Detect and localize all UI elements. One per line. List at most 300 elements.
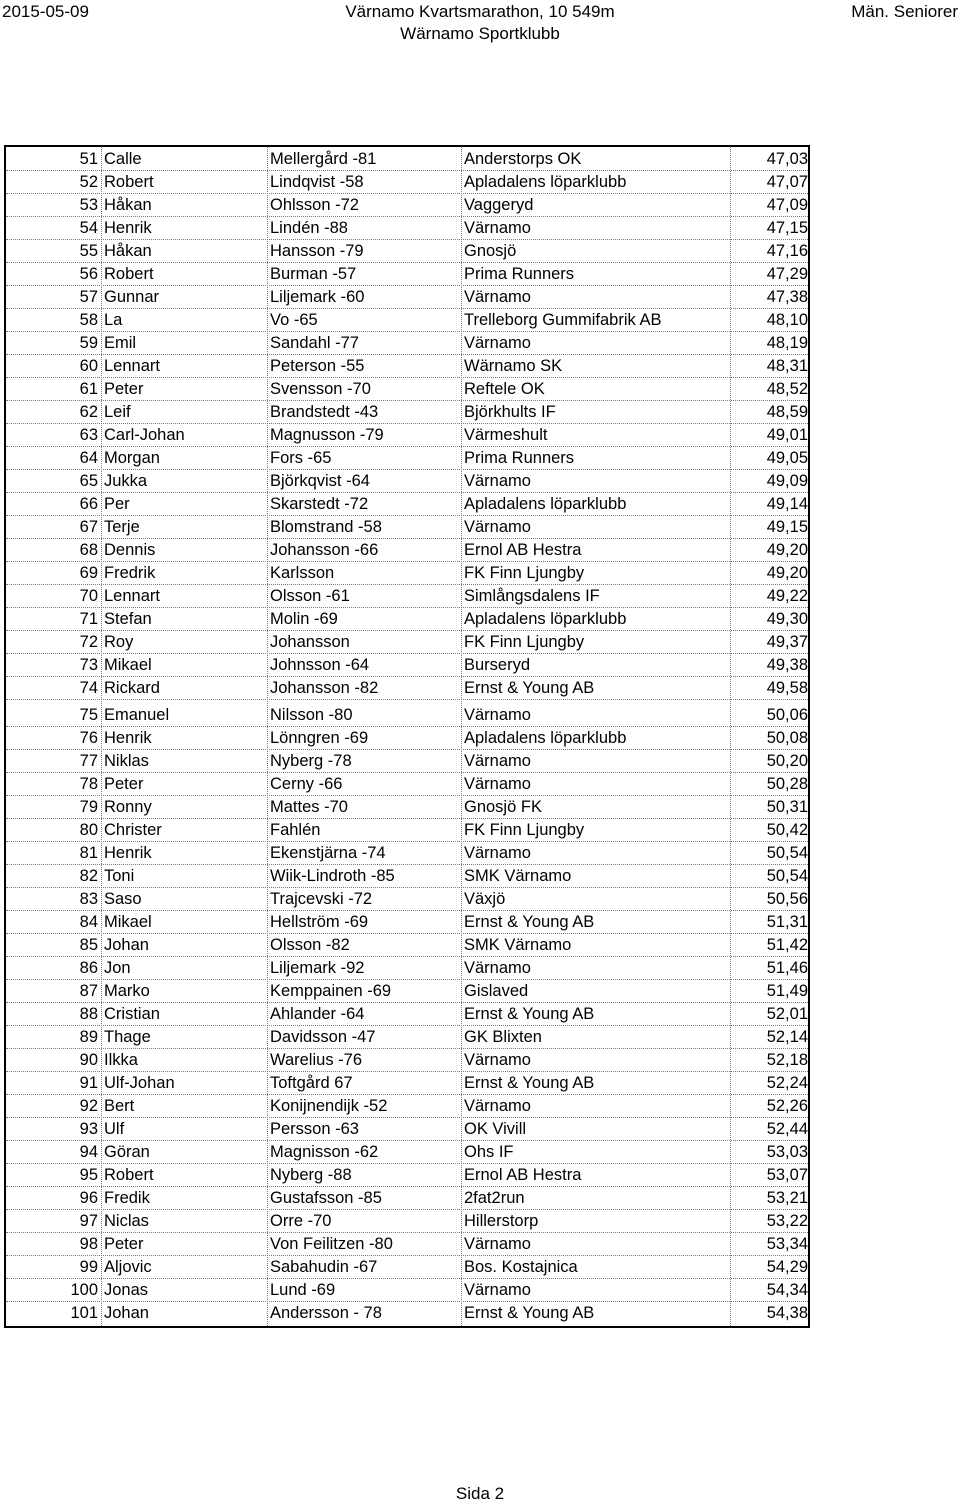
result-time: 53,03 bbox=[766, 1143, 808, 1161]
result-time: 49,20 bbox=[766, 564, 808, 582]
result-first-name: La bbox=[104, 311, 123, 329]
result-time: 47,29 bbox=[766, 265, 808, 283]
result-first-name: Ilkka bbox=[104, 1051, 138, 1069]
result-first-name: Dennis bbox=[104, 541, 156, 559]
table-row bbox=[6, 911, 808, 934]
table-row bbox=[6, 332, 808, 355]
result-last-name: Warelius -76 bbox=[270, 1051, 362, 1069]
result-club: Värnamo bbox=[464, 219, 531, 237]
result-place: 82 bbox=[79, 867, 98, 885]
result-club: Apladalens löparklubb bbox=[464, 495, 627, 513]
result-time: 49,01 bbox=[766, 426, 808, 444]
result-last-name: Ahlander -64 bbox=[270, 1005, 365, 1023]
table-row bbox=[6, 263, 808, 286]
table-row bbox=[6, 631, 808, 654]
result-time: 47,38 bbox=[766, 288, 808, 306]
result-time: 54,38 bbox=[766, 1304, 808, 1322]
result-club: Hillerstorp bbox=[464, 1212, 539, 1230]
result-last-name: Fahlén bbox=[270, 821, 321, 839]
result-first-name: Mikael bbox=[104, 913, 152, 931]
result-club: Simlångsdalens IF bbox=[464, 587, 600, 605]
result-first-name: Jonas bbox=[104, 1281, 149, 1299]
result-place: 51 bbox=[79, 150, 98, 168]
table-row bbox=[6, 1095, 808, 1118]
result-first-name: Peter bbox=[104, 1235, 144, 1253]
table-row bbox=[6, 704, 808, 727]
table-row bbox=[6, 470, 808, 493]
result-club: Ernst & Young AB bbox=[464, 1074, 595, 1092]
result-club: Värnamo bbox=[464, 1235, 531, 1253]
result-club: Värnamo bbox=[464, 334, 531, 352]
result-club: Reftele OK bbox=[464, 380, 545, 398]
result-club: Värnamo bbox=[464, 844, 531, 862]
result-last-name: Hellström -69 bbox=[270, 913, 369, 931]
result-last-name: Olsson -61 bbox=[270, 587, 350, 605]
result-first-name: Aljovic bbox=[104, 1258, 152, 1276]
result-club: Ernst & Young AB bbox=[464, 1304, 595, 1322]
result-club: Ohs IF bbox=[464, 1143, 514, 1161]
table-row bbox=[6, 865, 808, 888]
result-place: 100 bbox=[70, 1281, 98, 1299]
result-place: 67 bbox=[79, 518, 98, 536]
result-club: Burseryd bbox=[464, 656, 531, 674]
result-first-name: Henrik bbox=[104, 219, 152, 237]
result-last-name: Gustafsson -85 bbox=[270, 1189, 382, 1207]
result-first-name: Niclas bbox=[104, 1212, 149, 1230]
result-last-name: Davidsson -47 bbox=[270, 1028, 376, 1046]
result-first-name: Lennart bbox=[104, 357, 160, 375]
table-row bbox=[6, 401, 808, 424]
table-row bbox=[6, 934, 808, 957]
table-row bbox=[6, 1141, 808, 1164]
result-first-name: Göran bbox=[104, 1143, 150, 1161]
result-time: 50,54 bbox=[766, 867, 808, 885]
result-last-name: Wiik-Lindroth -85 bbox=[270, 867, 395, 885]
result-time: 49,58 bbox=[766, 679, 808, 697]
result-club: Värnamo bbox=[464, 775, 531, 793]
result-club: Prima Runners bbox=[464, 265, 575, 283]
result-first-name: Thage bbox=[104, 1028, 151, 1046]
result-first-name: Bert bbox=[104, 1097, 135, 1115]
result-last-name: Nyberg -78 bbox=[270, 752, 352, 770]
result-place: 76 bbox=[79, 729, 98, 747]
table-row bbox=[6, 1164, 808, 1187]
result-last-name: Vo -65 bbox=[270, 311, 318, 329]
race-class: Män. Seniorer bbox=[851, 2, 958, 21]
result-first-name: Robert bbox=[104, 173, 154, 191]
result-last-name: Mellergård -81 bbox=[270, 150, 377, 168]
result-first-name: Johan bbox=[104, 1304, 149, 1322]
table-row bbox=[6, 240, 808, 263]
result-time: 48,19 bbox=[766, 334, 808, 352]
result-last-name: Lund -69 bbox=[270, 1281, 336, 1299]
result-time: 50,06 bbox=[766, 706, 808, 724]
result-time: 50,56 bbox=[766, 890, 808, 908]
result-last-name: Nilsson -80 bbox=[270, 706, 353, 724]
table-row bbox=[6, 773, 808, 796]
result-last-name: Andersson - 78 bbox=[270, 1304, 382, 1322]
event-title: Värnamo Kvartsmarathon, 10 549m bbox=[345, 2, 615, 21]
result-club: FK Finn Ljungby bbox=[464, 633, 585, 651]
result-club: Värnamo bbox=[464, 1097, 531, 1115]
result-club: Värmeshult bbox=[464, 426, 548, 444]
table-row bbox=[6, 1118, 808, 1141]
result-last-name: Mattes -70 bbox=[270, 798, 348, 816]
result-last-name: Lindqvist -58 bbox=[270, 173, 364, 191]
result-first-name: Fredrik bbox=[104, 564, 156, 582]
result-place: 66 bbox=[79, 495, 98, 513]
table-row bbox=[6, 796, 808, 819]
table-row bbox=[6, 1302, 808, 1324]
result-place: 72 bbox=[79, 633, 98, 651]
result-first-name: Peter bbox=[104, 380, 144, 398]
result-time: 50,20 bbox=[766, 752, 808, 770]
result-first-name: Henrik bbox=[104, 844, 152, 862]
result-first-name: Mikael bbox=[104, 656, 152, 674]
result-club: Gislaved bbox=[464, 982, 529, 1000]
result-first-name: Ulf-Johan bbox=[104, 1074, 175, 1092]
result-last-name: Fors -65 bbox=[270, 449, 332, 467]
result-last-name: Molin -69 bbox=[270, 610, 338, 628]
table-row bbox=[6, 1072, 808, 1095]
result-time: 49,15 bbox=[766, 518, 808, 536]
table-row bbox=[6, 1210, 808, 1233]
result-first-name: Carl-Johan bbox=[104, 426, 185, 444]
result-first-name: Terje bbox=[104, 518, 140, 536]
page-header bbox=[0, 0, 960, 46]
result-time: 54,29 bbox=[766, 1258, 808, 1276]
result-first-name: Morgan bbox=[104, 449, 160, 467]
result-place: 77 bbox=[79, 752, 98, 770]
result-place: 101 bbox=[70, 1304, 98, 1322]
result-first-name: Lennart bbox=[104, 587, 160, 605]
result-time: 47,03 bbox=[766, 150, 808, 168]
result-place: 63 bbox=[79, 426, 98, 444]
result-last-name: Sabahudin -67 bbox=[270, 1258, 378, 1276]
result-first-name: Emil bbox=[104, 334, 137, 352]
result-club: Ernst & Young AB bbox=[464, 679, 595, 697]
result-place: 52 bbox=[79, 173, 98, 191]
result-club: Värnamo bbox=[464, 518, 531, 536]
result-place: 60 bbox=[79, 357, 98, 375]
table-row bbox=[6, 424, 808, 447]
table-row bbox=[6, 727, 808, 750]
result-first-name: Peter bbox=[104, 775, 144, 793]
result-time: 49,20 bbox=[766, 541, 808, 559]
result-place: 95 bbox=[79, 1166, 98, 1184]
result-place: 59 bbox=[79, 334, 98, 352]
result-time: 50,28 bbox=[766, 775, 808, 793]
result-place: 97 bbox=[79, 1212, 98, 1230]
result-first-name: Saso bbox=[104, 890, 142, 908]
results-table bbox=[4, 145, 810, 1328]
result-last-name: Liljemark -92 bbox=[270, 959, 365, 977]
result-time: 48,59 bbox=[766, 403, 808, 421]
result-club: Värnamo bbox=[464, 288, 531, 306]
result-last-name: Svensson -70 bbox=[270, 380, 371, 398]
result-club: OK Vivill bbox=[464, 1120, 527, 1138]
result-first-name: Leif bbox=[104, 403, 131, 421]
result-first-name: Henrik bbox=[104, 729, 152, 747]
table-row bbox=[6, 608, 808, 631]
result-place: 92 bbox=[79, 1097, 98, 1115]
table-row bbox=[6, 1187, 808, 1210]
table-row bbox=[6, 562, 808, 585]
result-first-name: Emanuel bbox=[104, 706, 170, 724]
result-club: SMK Värnamo bbox=[464, 936, 572, 954]
result-time: 49,09 bbox=[766, 472, 808, 490]
result-last-name: Lindén -88 bbox=[270, 219, 348, 237]
result-first-name: Toni bbox=[104, 867, 135, 885]
result-place: 54 bbox=[79, 219, 98, 237]
result-place: 93 bbox=[79, 1120, 98, 1138]
table-row bbox=[6, 309, 808, 332]
result-place: 70 bbox=[79, 587, 98, 605]
table-row bbox=[6, 957, 808, 980]
result-club: Ernst & Young AB bbox=[464, 913, 595, 931]
result-club: Värnamo bbox=[464, 752, 531, 770]
result-time: 52,18 bbox=[766, 1051, 808, 1069]
result-place: 73 bbox=[79, 656, 98, 674]
result-place: 68 bbox=[79, 541, 98, 559]
result-place: 69 bbox=[79, 564, 98, 582]
result-club: Bos. Kostajnica bbox=[464, 1258, 578, 1276]
result-place: 83 bbox=[79, 890, 98, 908]
result-time: 50,42 bbox=[766, 821, 808, 839]
result-time: 49,05 bbox=[766, 449, 808, 467]
result-last-name: Johansson -82 bbox=[270, 679, 379, 697]
result-time: 47,07 bbox=[766, 173, 808, 191]
table-row bbox=[6, 842, 808, 865]
table-row bbox=[6, 888, 808, 911]
result-time: 53,22 bbox=[766, 1212, 808, 1230]
result-place: 81 bbox=[79, 844, 98, 862]
result-club: Ernol AB Hestra bbox=[464, 1166, 582, 1184]
result-place: 91 bbox=[79, 1074, 98, 1092]
result-place: 71 bbox=[79, 610, 98, 628]
result-last-name: Ekenstjärna -74 bbox=[270, 844, 386, 862]
result-last-name: Karlsson bbox=[270, 564, 335, 582]
table-row bbox=[6, 493, 808, 516]
result-club: Växjö bbox=[464, 890, 506, 908]
table-row bbox=[6, 355, 808, 378]
result-place: 99 bbox=[79, 1258, 98, 1276]
result-time: 49,30 bbox=[766, 610, 808, 628]
result-last-name: Orre -70 bbox=[270, 1212, 332, 1230]
result-club: Värnamo bbox=[464, 1281, 531, 1299]
result-club: Värnamo bbox=[464, 472, 531, 490]
result-time: 52,44 bbox=[766, 1120, 808, 1138]
result-time: 49,38 bbox=[766, 656, 808, 674]
result-time: 51,31 bbox=[766, 913, 808, 931]
result-club: FK Finn Ljungby bbox=[464, 821, 585, 839]
result-place: 84 bbox=[79, 913, 98, 931]
result-first-name: Ulf bbox=[104, 1120, 125, 1138]
result-last-name: Toftgård 67 bbox=[270, 1074, 353, 1092]
result-club: Apladalens löparklubb bbox=[464, 173, 627, 191]
result-place: 56 bbox=[79, 265, 98, 283]
result-club: Värnamo bbox=[464, 1051, 531, 1069]
result-place: 80 bbox=[79, 821, 98, 839]
result-last-name: Sandahl -77 bbox=[270, 334, 359, 352]
table-row bbox=[6, 677, 808, 700]
result-club: Värnamo bbox=[464, 959, 531, 977]
table-row bbox=[6, 1233, 808, 1256]
result-last-name: Burman -57 bbox=[270, 265, 357, 283]
result-time: 53,21 bbox=[766, 1189, 808, 1207]
result-first-name: Robert bbox=[104, 1166, 154, 1184]
result-last-name: Skarstedt -72 bbox=[270, 495, 369, 513]
result-club: Björkhults IF bbox=[464, 403, 556, 421]
table-row bbox=[6, 1003, 808, 1026]
result-time: 49,14 bbox=[766, 495, 808, 513]
result-first-name: Johan bbox=[104, 936, 149, 954]
result-place: 75 bbox=[79, 706, 98, 724]
result-first-name: Rickard bbox=[104, 679, 160, 697]
result-place: 64 bbox=[79, 449, 98, 467]
result-last-name: Von Feilitzen -80 bbox=[270, 1235, 393, 1253]
result-time: 51,49 bbox=[766, 982, 808, 1000]
result-place: 87 bbox=[79, 982, 98, 1000]
result-place: 74 bbox=[79, 679, 98, 697]
table-row bbox=[6, 148, 808, 171]
result-place: 65 bbox=[79, 472, 98, 490]
table-row bbox=[6, 1279, 808, 1302]
table-row bbox=[6, 516, 808, 539]
table-row bbox=[6, 1026, 808, 1049]
result-time: 53,34 bbox=[766, 1235, 808, 1253]
result-time: 52,14 bbox=[766, 1028, 808, 1046]
table-row bbox=[6, 819, 808, 842]
result-club: Apladalens löparklubb bbox=[464, 610, 627, 628]
result-club: Apladalens löparklubb bbox=[464, 729, 627, 747]
result-last-name: Björkqvist -64 bbox=[270, 472, 370, 490]
table-row bbox=[6, 378, 808, 401]
table-row bbox=[6, 980, 808, 1003]
result-last-name: Persson -63 bbox=[270, 1120, 359, 1138]
result-last-name: Brandstedt -43 bbox=[270, 403, 379, 421]
result-club: Trelleborg Gummifabrik AB bbox=[464, 311, 662, 329]
result-club: Gnosjö FK bbox=[464, 798, 542, 816]
result-club: Wärnamo SK bbox=[464, 357, 563, 375]
result-club: Anderstorps OK bbox=[464, 150, 582, 168]
result-first-name: Cristian bbox=[104, 1005, 160, 1023]
result-first-name: Jon bbox=[104, 959, 131, 977]
result-club: Prima Runners bbox=[464, 449, 575, 467]
result-first-name: Calle bbox=[104, 150, 142, 168]
event-date: 2015-05-09 bbox=[2, 2, 89, 21]
result-time: 52,26 bbox=[766, 1097, 808, 1115]
result-place: 96 bbox=[79, 1189, 98, 1207]
event-organizer: Wärnamo Sportklubb bbox=[400, 24, 560, 43]
table-row bbox=[6, 750, 808, 773]
table-row bbox=[6, 171, 808, 194]
table-row bbox=[6, 1049, 808, 1072]
result-place: 88 bbox=[79, 1005, 98, 1023]
result-club: Värnamo bbox=[464, 706, 531, 724]
result-last-name: Johansson bbox=[270, 633, 350, 651]
page-number: Sida 2 bbox=[455, 1484, 505, 1503]
result-first-name: Robert bbox=[104, 265, 154, 283]
result-first-name: Christer bbox=[104, 821, 162, 839]
result-place: 55 bbox=[79, 242, 98, 260]
result-last-name: Johansson -66 bbox=[270, 541, 379, 559]
result-place: 89 bbox=[79, 1028, 98, 1046]
result-place: 86 bbox=[79, 959, 98, 977]
result-time: 47,09 bbox=[766, 196, 808, 214]
result-club: GK Blixten bbox=[464, 1028, 542, 1046]
result-first-name: Stefan bbox=[104, 610, 152, 628]
result-place: 61 bbox=[79, 380, 98, 398]
result-club: 2fat2run bbox=[464, 1189, 525, 1207]
result-time: 52,24 bbox=[766, 1074, 808, 1092]
table-row bbox=[6, 539, 808, 562]
result-time: 48,52 bbox=[766, 380, 808, 398]
result-time: 48,10 bbox=[766, 311, 808, 329]
result-place: 85 bbox=[79, 936, 98, 954]
result-last-name: Blomstrand -58 bbox=[270, 518, 382, 536]
result-time: 50,54 bbox=[766, 844, 808, 862]
table-row bbox=[6, 1256, 808, 1279]
result-time: 50,31 bbox=[766, 798, 808, 816]
result-time: 50,08 bbox=[766, 729, 808, 747]
result-place: 94 bbox=[79, 1143, 98, 1161]
result-place: 98 bbox=[79, 1235, 98, 1253]
result-place: 62 bbox=[79, 403, 98, 421]
result-first-name: Per bbox=[104, 495, 130, 513]
result-place: 79 bbox=[79, 798, 98, 816]
result-first-name: Niklas bbox=[104, 752, 149, 770]
table-row bbox=[6, 447, 808, 470]
result-last-name: Johnsson -64 bbox=[270, 656, 370, 674]
result-last-name: Magnusson -79 bbox=[270, 426, 384, 444]
result-club: Ernst & Young AB bbox=[464, 1005, 595, 1023]
result-last-name: Olsson -82 bbox=[270, 936, 350, 954]
result-last-name: Cerny -66 bbox=[270, 775, 343, 793]
result-club: Ernol AB Hestra bbox=[464, 541, 582, 559]
result-time: 49,37 bbox=[766, 633, 808, 651]
result-last-name: Liljemark -60 bbox=[270, 288, 365, 306]
result-last-name: Kemppainen -69 bbox=[270, 982, 392, 1000]
result-time: 53,07 bbox=[766, 1166, 808, 1184]
result-last-name: Hansson -79 bbox=[270, 242, 364, 260]
result-time: 49,22 bbox=[766, 587, 808, 605]
result-last-name: Peterson -55 bbox=[270, 357, 365, 375]
result-place: 78 bbox=[79, 775, 98, 793]
result-time: 54,34 bbox=[766, 1281, 808, 1299]
result-time: 51,46 bbox=[766, 959, 808, 977]
result-last-name: Ohlsson -72 bbox=[270, 196, 359, 214]
result-first-name: Håkan bbox=[104, 196, 152, 214]
result-place: 53 bbox=[79, 196, 98, 214]
result-first-name: Håkan bbox=[104, 242, 152, 260]
result-last-name: Trajcevski -72 bbox=[270, 890, 373, 908]
result-first-name: Jukka bbox=[104, 472, 148, 490]
table-row bbox=[6, 217, 808, 240]
result-last-name: Konijnendijk -52 bbox=[270, 1097, 388, 1115]
result-time: 47,16 bbox=[766, 242, 808, 260]
table-row bbox=[6, 654, 808, 677]
result-time: 51,42 bbox=[766, 936, 808, 954]
result-time: 52,01 bbox=[766, 1005, 808, 1023]
result-first-name: Ronny bbox=[104, 798, 152, 816]
result-time: 48,31 bbox=[766, 357, 808, 375]
result-first-name: Roy bbox=[104, 633, 134, 651]
table-row bbox=[6, 286, 808, 309]
result-last-name: Nyberg -88 bbox=[270, 1166, 352, 1184]
result-last-name: Lönngren -69 bbox=[270, 729, 369, 747]
result-place: 90 bbox=[79, 1051, 98, 1069]
